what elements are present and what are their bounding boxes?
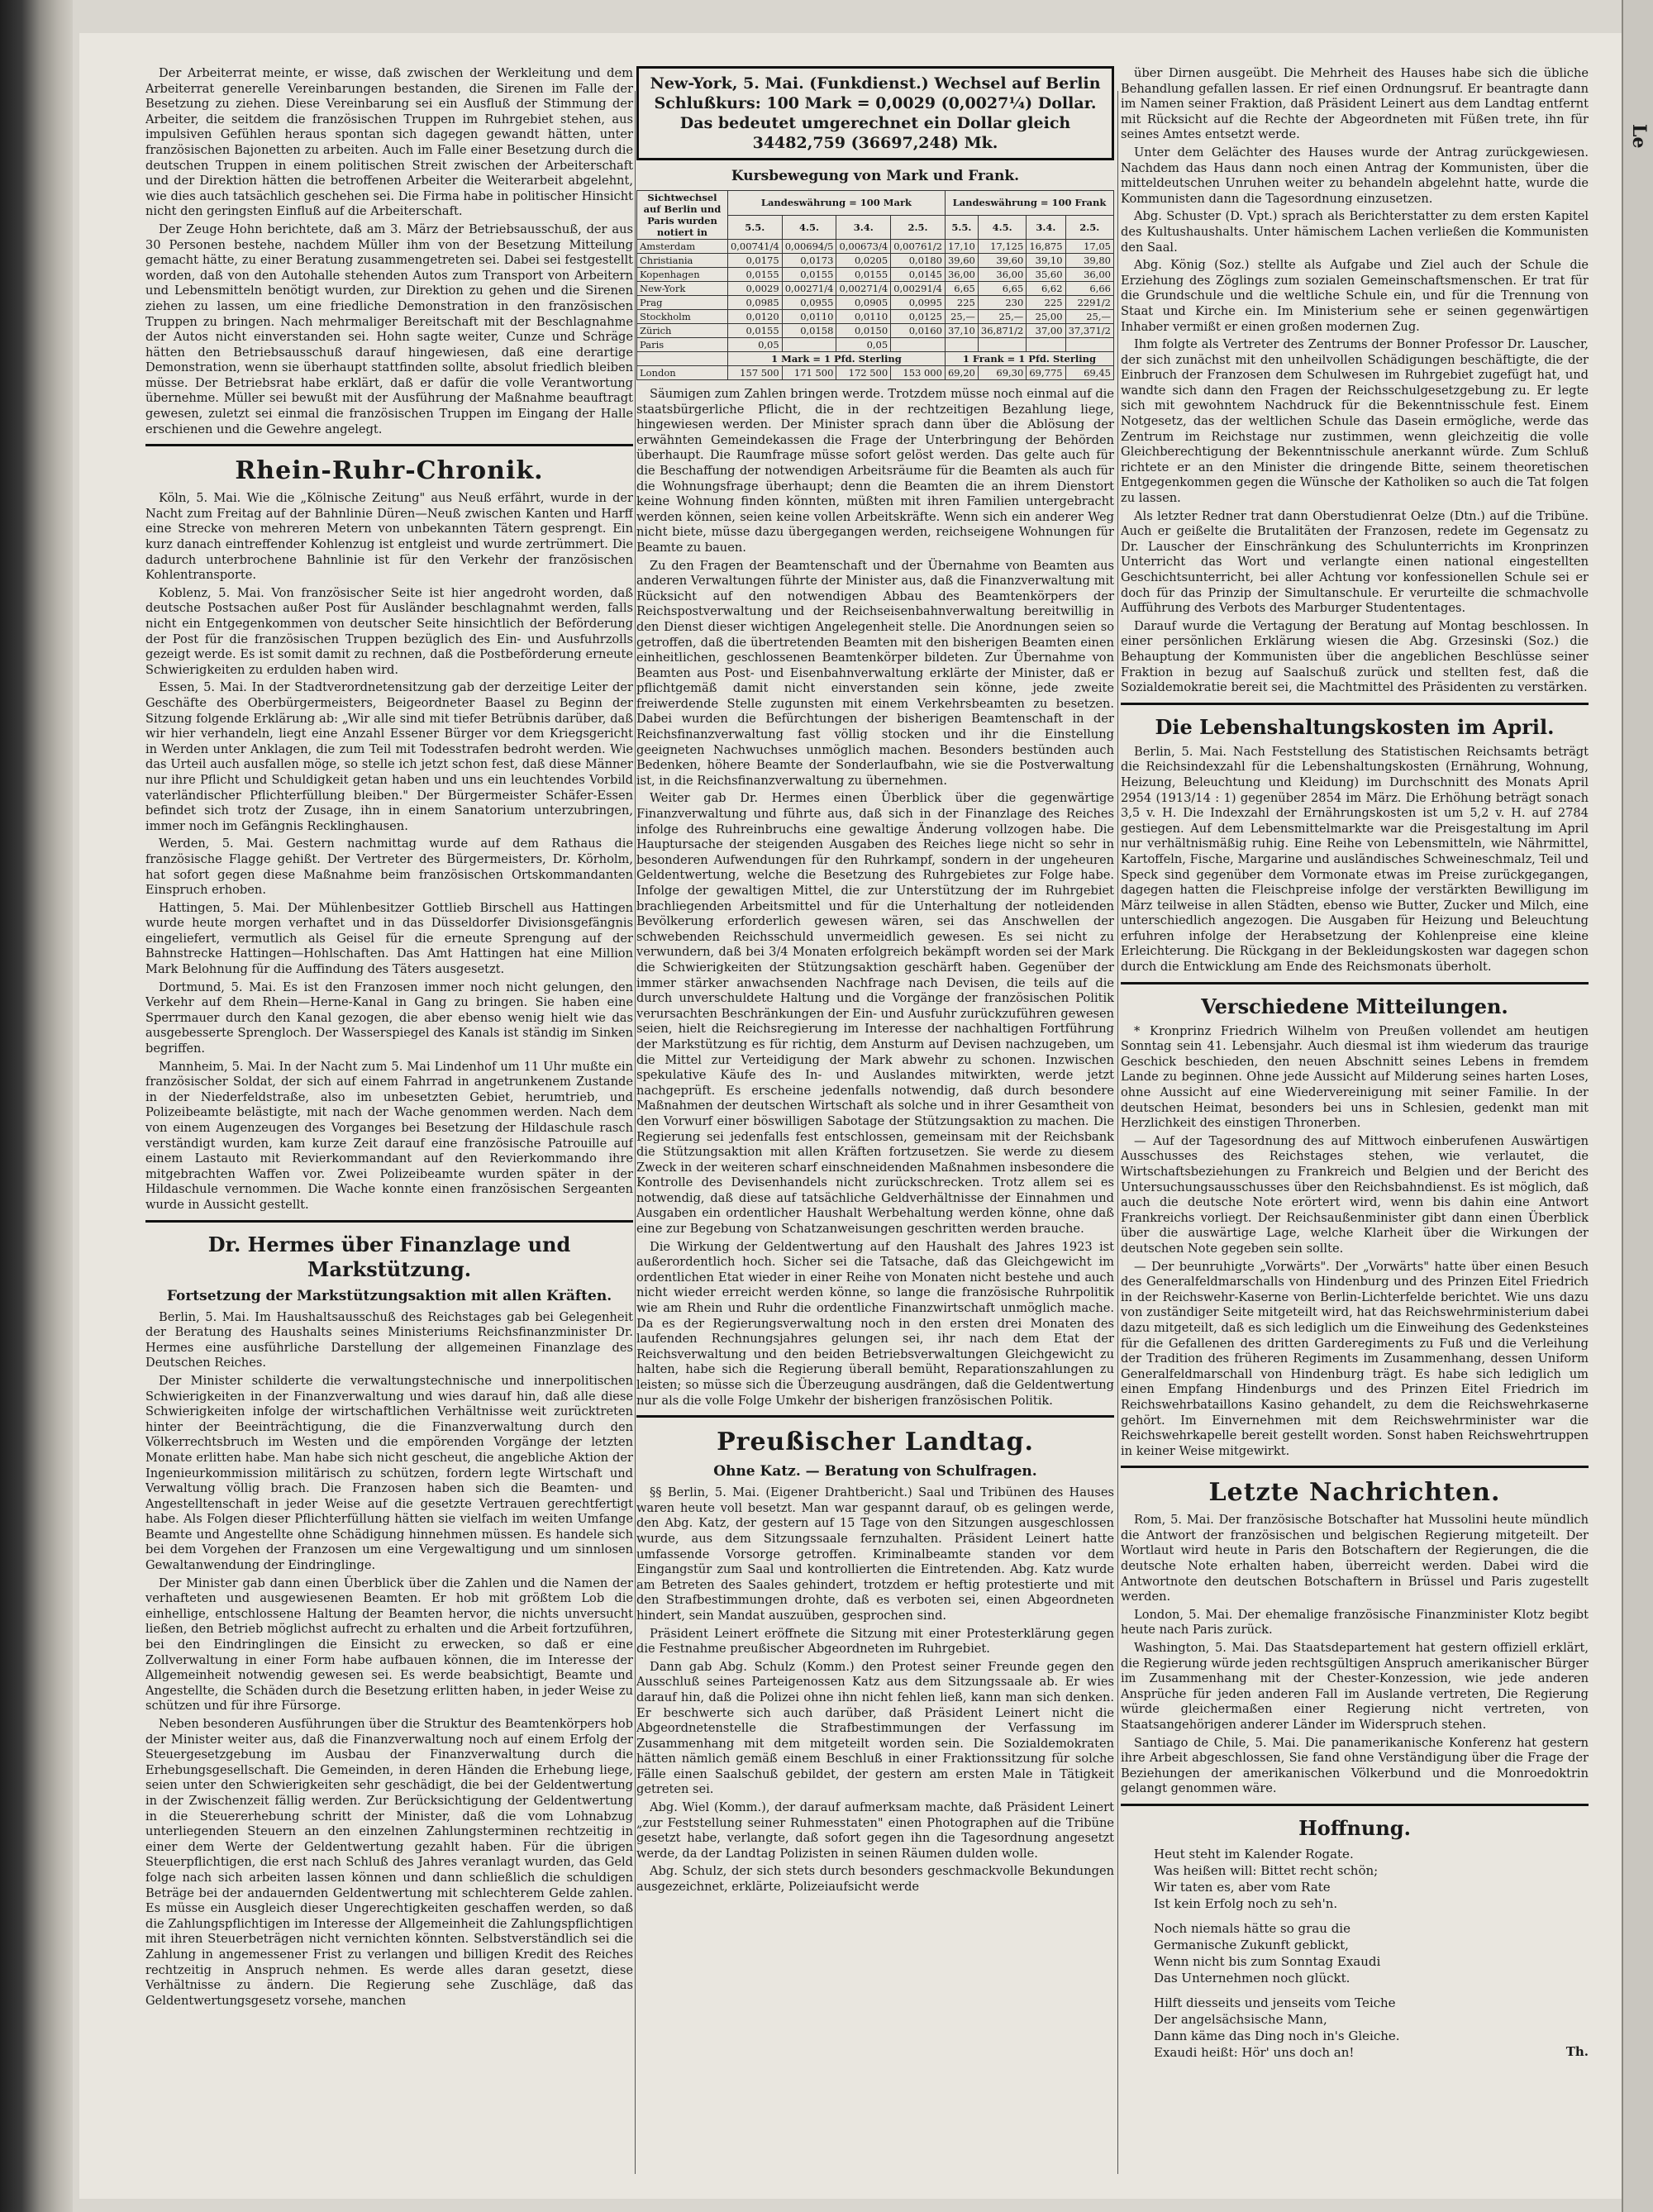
table-cell-place: New-York [637, 282, 728, 296]
table-cell: 0,0155 [727, 324, 782, 338]
table-cell: 25,00 [1027, 310, 1065, 324]
intro-article [145, 66, 633, 437]
table-cell: 157 500 [727, 366, 782, 380]
table-cell: 0,05 [836, 338, 891, 352]
table-cell: 25,— [945, 310, 978, 324]
table-row [637, 310, 1114, 324]
poem-line: Wenn nicht bis zum Sonntag Exaudi [1154, 1953, 1381, 1969]
table-cell: 172 500 [836, 366, 891, 380]
table-cell: 6,66 [1065, 282, 1113, 296]
poem [1154, 1846, 1589, 2061]
column-middle [636, 66, 1114, 2182]
table-row [637, 366, 1114, 380]
poem-line: Ist kein Erfolg noch zu seh'n. [1154, 1895, 1338, 1911]
paragraph: London, 5. Mai. Der ehemalige französische Finanzminister Klotz begibt heute nach Paris zurück. [1121, 1607, 1589, 1638]
table-cell: 39,60 [945, 254, 978, 268]
table-row [637, 324, 1114, 338]
table-cell: 230 [978, 296, 1026, 310]
table-cell [1065, 338, 1113, 352]
table-cell: 0,0125 [891, 310, 946, 324]
paragraph: Der Minister schilderte die verwaltungstechnische und innerpolitischen Schwierigkeiten in der Finanzverwaltung und wies darauf hin, daß alle diese Schwierigkeiten infolge der wirtschaftlichen Verhältnisse weit zurücktreten hinter der Beeinträchtigung, die die Finanzverwaltung durch den Völkerrechtsbruch im Westen und die empörenden Vorgänge der letzten Monate erlitten habe. Man habe sich nicht gescheut, die angebliche Aktion der Ingenieurkommission militärisch zu schützen, fordern legte Wirtschaft und Verwaltung völlig brach. Die Franzosen haben sich die Beamten- und Angestelltenschaft in jeder Weise auf die gesetzte Vertrauen gerechtfertigt habe. Als Folgen dieser Pflichterfüllung hätten sie vielfach im weiten Umfange Beamte und Angestellte ohne Schädigung hinnehmen müssen. Es handele sich bei dem Vorgehen der Franzosen um eine Vergewaltigung und um sinnlosen Gewaltanwendung der Eindringlinge. [145, 1373, 633, 1573]
table-cell: 36,00 [945, 268, 978, 282]
table-cell [945, 338, 978, 352]
column-left [145, 66, 633, 2182]
table-row [637, 338, 1114, 352]
table-date-header: 2.5. [1065, 215, 1113, 240]
paragraph: Die Wirkung der Geldentwertung auf den Haushalt des Jahres 1923 ist außerordentlich hoch. Sicher sei die Tatsache, daß das Gleichgewicht im ordentlichen Etat wieder in einer Reihe von Monaten nicht bestehe und auch nicht wieder erreicht werden könne, so lange die französische Ruhrpolitik wie am Rhein und Ruhr die ordentliche Finanzwirtschaft unmöglich mache. Da es der Regierungsverwaltung noch in den ersten drei Monaten des laufenden Rechnungsjahres gelungen sei, ihr nach dem Etat der Reichsverwaltung und den beiden Betriebsverwaltungen Gleichgewicht zu halten, habe sich die Regierung überall bemüht, Reparationszahlungen zu leisten; so müsse sich die Überzeugung ausdrängen, daß die Geldentwertung nur als die volle Folge Umkehr der bisherigen französischen Politik. [636, 1239, 1114, 1408]
paragraph: Berlin, 5. Mai. Im Haushaltsausschuß des Reichstages gab bei Gelegenheit der Beratung des Haushalts seines Ministeriums Reichsfinanzminister Dr. Hermes eine ausführliche Darstellung der allgemeinen Finanzlage des Deutschen Reiches. [145, 1309, 633, 1371]
table-cell: 0,0175 [727, 254, 782, 268]
table-date-header: 3.4. [1027, 215, 1065, 240]
mitteilungen-article [1121, 1024, 1589, 1460]
heading-lebenshaltung: Die Lebenshaltungskosten im April. [1155, 714, 1555, 739]
table-title: Kursbewegung von Mark und Frank. [731, 168, 1020, 184]
section-rule [1121, 982, 1589, 984]
paragraph: Unter dem Gelächter des Hauses wurde der Antrag zurückgewiesen. Nachdem das Haus dann noch einen Antrag der Kommunisten, über die mitteldeutschen Unruhen weiter zu behandeln abgelehnt hatte, wurde die Kommunisten dann die Tagesordnung einzusetzen. [1121, 145, 1589, 206]
table-cell: 39,60 [978, 254, 1026, 268]
hermes-article [145, 1310, 633, 2009]
paragraph: Dann gab Abg. Schulz (Komm.) den Protest seiner Freunde gegen den Ausschluß seines Parteigenossen Katz aus dem Sitzungssaale ab. Er wies darauf hin, daß die Polizei ohne ihn nicht fehlen ließ, kann man sich denken. Er beschwerte sich auch darüber, daß Präsident Leinert nicht die Abgeordnetenstelle die Strafbestimmungen der Verfassung im Zusammenhang mit dem mitgeteilt worden sein. Die Sozialdemokraten hätten nämlich gemäß einem Beschluß in einer Fraktionssitzung für solche Fälle einen Saalschuß gebildet, der gestern am ersten Male in Tätigkeit getreten sei. [636, 1659, 1114, 1797]
section-rule [636, 1415, 1114, 1418]
heading-landtag: Preußischer Landtag. [717, 1428, 1034, 1457]
table-cell: 0,0120 [727, 310, 782, 324]
poem-line [1154, 1986, 1589, 1995]
table-cell: 36,00 [978, 268, 1026, 282]
poem-line: Germanische Zukunft geblickt, [1154, 1937, 1349, 1952]
table-cell: 0,00761/2 [891, 240, 946, 254]
table-cell: 35,60 [1027, 268, 1065, 282]
heading-mitteilungen: Verschiedene Mitteilungen. [1201, 994, 1508, 1018]
chronik-article [145, 491, 633, 1213]
paragraph: Washington, 5. Mai. Das Staatsdepartement hat gestern offiziell erklärt, die Regierung würde jeden rechtsgültigen Anspruch amerikanischer Bürger im Zusammenhang mit der Chester-Konzession, wie jede anderen Ansprüche für jeden anderen Fall im Auslande vertreten, Die Regierung würde gleichermaßen einer Regierung nicht vertreten, von Staatsangehörigen anderer Länder im Widerspruch stehen. [1121, 1641, 1589, 1732]
table-header-frank: Landeswährung = 100 Frank [945, 191, 1113, 216]
table-cell: 37,371/2 [1065, 324, 1113, 338]
book-binding [0, 0, 73, 2212]
table-row [637, 254, 1114, 268]
table-header-mark: Landeswährung = 100 Mark [727, 191, 945, 216]
paragraph: Rom, 5. Mai. Der französische Botschafter hat Mussolini heute mündlich die Antwort der französischen und belgischen Regierung mitgeteilt. Der Wortlaut wird heute in Paris den Botschaftern der Regierungen, die die deutsche Note erhalten haben, überreicht werden. Dabei wird die Antwortnote den deutschen Botschaftern in Brüssel und Paris zugestellt werden. [1121, 1513, 1589, 1604]
paragraph: — Auf der Tagesordnung des auf Mittwoch einberufenen Auswärtigen Ausschusses des Reichstages stehen, wie verlautet, die Wirtschaftsbeziehungen zu Frankreich und Belgien und der Bericht des Untersuchungsausschusses über den Reichsbahndienst. Es ist möglich, daß auch die deutsche Note erörtert wird, wenn bis dahin eine Antwort Frankreichs vorliegt. Der Reichsaußenminister gibt dann einen Überblick über die auswärtige Lage, welche Klarheit über die Wirkungen der deutschen Note gegeben sein sollte. [1121, 1133, 1589, 1256]
poem-line: Noch niemals hätte so grau die [1154, 1920, 1351, 1936]
table-cell: 0,0985 [727, 296, 782, 310]
table-cell: 0,0158 [782, 324, 836, 338]
table-cell-place: Zürich [637, 324, 728, 338]
paragraph: — Der beunruhigte „Vorwärts". Der „Vorwärts" hatte über einen Besuch des Generalfeldmarschalls von Hindenburg und des Prinzen Eitel Friedrich in der Reichswehr-Kaserne von Berlin-Lichterfelde berichtet. Wie uns dazu von zuständiger Seite mitgeteilt wird, hat das Reichswehrministerium dabei dazu mitgeteilt, daß es sich lediglich um die Einweihung des Gedenksteines für die Gefallenen des dritten Garderegiments zu Fuß und die Verleihung der Tradition des früheren Regiments im Zusammenhang, dessen Uniform Generalfeldmarschall von Hindenburg trägt. Es habe sich lediglich um einen Empfang Hindenburgs und des Prinzen Eitel Friedrich im Reichswehrbataillons Kasino gehandelt, zu dem die Reichswehrkaserne gehört. Im Einvernehmen mit dem Reichswehrminister war die Reichswehrkapelle bereit gestellt worden. Sonst haben Reichswehrtruppen in keiner Weise mitgewirkt. [1121, 1259, 1589, 1458]
table-cell: 69,30 [978, 366, 1026, 380]
table-cell-place: Amsterdam [637, 240, 728, 254]
table-cell: 6,65 [978, 282, 1026, 296]
table-cell: 0,00271/4 [836, 282, 891, 296]
poem-signature: Th. [1565, 2043, 1589, 2059]
table-cell: 0,0110 [836, 310, 891, 324]
table-subheader-frank: 1 Frank = 1 Pfd. Sterling [945, 352, 1113, 366]
table-date-header: 3.4. [836, 215, 891, 240]
table-cell: 6,65 [945, 282, 978, 296]
paragraph: über Dirnen ausgeübt. Die Mehrheit des Hauses habe sich die übliche Behandlung gefallen lassen. Er rief einen Ordnungsruf. Er beantragte dann im Namen seiner Fraktion, daß Präsident Leinert aus dem Landtag entfernt mit Rücksicht auf die Rechte der Abgeordneten mit Füßen trete, ihn für seines Amtes entsetzt werde. [1121, 66, 1589, 142]
paragraph: Der Zeuge Hohn berichtete, daß am 3. März der Betriebsausschuß, der aus 30 Personen bestehe, nachdem Müller ihm von der Besetzung Mitteilung gemacht hätte, zu einer Beratung zusammengetreten sei. Dabei sei festgestellt worden, daß von den Autohalle stehenden Autos zum Transport von Arbeitern und Lebensmitteln benötigt wurden, zur Direktion zu gehen und die Sirenen ziehen zu lassen, um eine friedliche Demonstration in den französischen Truppen zu bringen. Nach mehrmaliger Bereitschaft mit der Beschlagnahme der Autos nicht einverstanden sei. Hohn sagte weiter, Cunze und Schräge hätten den Betriebsausschuß darauf hingewiesen, daß eine derartige Demonstration, wenn sie überhaupt stattfinden sollte, absolut friedlich bleiben müsse. Der Betriebsrat habe erklärt, daß er dafür die volle Verantwortung übernehme. Müller sei bewußt mit der Ausführung der Maßnahme beauftragt gewesen, zuletzt sei einmal die französischen Truppen im Eingang der Halle erschienen und die Gewehre angelegt. [145, 222, 633, 436]
paragraph: Zu den Fragen der Beamtenschaft und der Übernahme von Beamten aus anderen Verwaltungen führte der Minister aus, daß die Finanzverwaltung mit Rücksicht auf den notwendigen Abbau des Beamtenkörpers der Reichspostverwaltung und der Reichseisenbahnverwaltung bereitwillig in den Dienst dieser wichtigen Angelegenheit stelle. Die Anordnungen seien so getroffen, daß die übertretenden Beamten mit den bisherigen Beamten einen einheitlichen, geschlossenen Beamtenkörper bildeten. Zur Übernahme von Beamten aus Post- und Eisenbahnverwaltung erklärte der Minister, daß er pflichtgemäß damit nicht einverstanden sein könne, jede zweite freiwerdende Stelle zugunsten mit einem Verkehrsbeamten zu besetzen. Dabei wurden die Befürchtungen der bisherigen Beamtenschaft in der Reichsfinanzverwaltung fast völlig stocken und ihr die Einstellung geeigneten Nachwuchses unmöglich machen. Besonders bestünden auch Bedenken, höhere Beamte der Sonderlaufbahn, wie sie die Postverwaltung ist, in die Reichsfinanzverwaltung zu übernehmen. [636, 558, 1114, 788]
table-cell: 0,00271/4 [782, 282, 836, 296]
table-subheader-row [637, 352, 1114, 366]
table-cell: 25,— [978, 310, 1026, 324]
table-cell: 36,00 [1065, 268, 1113, 282]
table-row [637, 268, 1114, 282]
table-cell: 0,05 [727, 338, 782, 352]
table-date-header: 5.5. [945, 215, 978, 240]
table-cell: 69,775 [1027, 366, 1065, 380]
table-cell: 17,125 [978, 240, 1026, 254]
paragraph: Koblenz, 5. Mai. Von französischer Seite ist hier angedroht worden, daß deutsche Postsachen außer Post für Ausländer beschlagnahmt werden, falls nicht ein Entgegenkommen von deutscher Seite hinsichtlich der Beförderung der Post für die französischen Truppen bezüglich des Ein- und Ausfuhrzolls gezeigt werde. Es ist somit damit zu rechnen, daß die Postbeförderung erneute Schwierigkeiten zu erdulden haben wird. [145, 585, 633, 677]
paragraph: Als letzter Redner trat dann Oberstudienrat Oelze (Dtn.) auf die Tribüne. Auch er geißelte die Brutalitäten der Franzosen, redete im Gegensatz zu Dr. Lauscher der Einschränkung des Schulunterrichts im Kronprinzen Unterricht das Wort und verlangte einen national eingestellten Geschichtsunterricht, bei aller Achtung vor konfessionellen Schule sei er doch für das Prinzip der Simultanschule. Er verurteilte die schmachvolle Aufführung des Verbots des Marburger Studententages. [1121, 508, 1589, 616]
table-cell: 0,0029 [727, 282, 782, 296]
table-cell-place: Kopenhagen [637, 268, 728, 282]
section-rule [145, 444, 633, 446]
paragraph: Santiago de Chile, 5. Mai. Die panamerikanische Konferenz hat gestern ihre Arbeit abgeschlossen, Sie fand ohne Verständigung über die Frage der Beziehungen der amerikanischen Völkerbund und die Monroedoktrin gelangt genommen wäre. [1121, 1735, 1589, 1796]
table-cell: 0,00673/4 [836, 240, 891, 254]
table-cell: 0,0155 [782, 268, 836, 282]
table-row [637, 240, 1114, 254]
finance-article-continued [636, 387, 1114, 1409]
column-rule [1117, 91, 1118, 2174]
section-rule [145, 1220, 633, 1223]
poem-line: Wir taten es, aber vom Rate [1154, 1879, 1331, 1895]
table-cell: 39,10 [1027, 254, 1065, 268]
paragraph: §§ Berlin, 5. Mai. (Eigener Drahtbericht.) Saal und Tribünen des Hauses waren heute voll besetzt. Man war gespannt darauf, ob es gelingen werde, den Abg. Katz, der gestern auf 15 Tage von den Sitzungen ausgeschlossen wurde, aus dem Sitzungssaale fernzuhalten. Präsident Leinert hatte umfassende Vorsorge getroffen. Kriminalbeamte standen vor dem Eingangstür zum Saal und kontrollierten die Eintretenden. Abg. Katz wurde am Betreten des Saales gehindert, trotzdem er heftig protestierte und mit den Strafbestimmungen drohte, daß es verboten sei, einen Abgeordneten hindert, sein Mandat auszuüben, gesprochen sind. [636, 1485, 1114, 1623]
table-cell: 153 000 [891, 366, 946, 380]
table-cell-place: London [637, 366, 728, 380]
table-date-header: 4.5. [782, 215, 836, 240]
table-cell: 0,0155 [727, 268, 782, 282]
paragraph: Neben besonderen Ausführungen über die Struktur des Beamtenkörpers hob der Minister weiter aus, daß die Finanzverwaltung noch auf einem Erfolg der Steuergesetzgebung im Ausbau der Finanzverwaltung durch die Erhebungsgesellschaft. Die Gemeinden, in deren Händen die Erhebung liege, seien unter den Schwierigkeiten sehr geschädigt, die bei der Geldentwertung in der Zwischenzeit fällig werden. Zur Berücksichtigung der Geldentwertung in die Steuererhebung schritt der Minister, daß die vom Lohnabzug unterliegenden Steuern an den einzelnen Zahlungsterminen rechtzeitig in einer dem Werte der Geldentwertung gezahlt haben. Für die übrigen Steuerpflichtigen, die erst nach Schluß des Jahres veranlagt wurden, das Geld folge nach sich arbeiten lassen können und dann schließlich die schuldigen Beträge bei der andauernden Geldentwertung mit schlechterem Gelde zahlen. Es müsse ein Ausgleich dieser Ungerechtigkeiten geschaffen werden, so daß die Zahlungspflichtigen im Interesse der Allgemeinheit die Zahlungspflichtigen mit ihren Steuerbeträgen nicht vernichten könnten. Selbstverständlich sei die Zahlung in angemessener Frist zu verlangen und billigen Kredit des Reiches rechtzeitig in Anspruch nehmen. Es werde alles daran gesetzt, diese Verhältnisse zu ändern. Die Regierung sehe Zuschläge, daß das Geldentwertungsgesetz vorsehe, manchen [145, 1717, 633, 2008]
table-cell: 69,45 [1065, 366, 1113, 380]
side-label: Le [1628, 124, 1650, 149]
table-cell: 16,875 [1027, 240, 1065, 254]
paragraph: Säumigen zum Zahlen bringen werde. Trotzdem müsse noch einmal auf die staatsbürgerliche Pflicht, die in der rechtzeitigen Bezahlung liege, hingewiesen werden. Der Minister sprach dann über die Ablösung der erwähnten Gemeindekassen die Frage der Unterbringung der Behörden überhaupt. Die Raumfrage müsse sofort gelöst werden. Das gelte auch für die Beschaffung der notwendigen Arbeitsräume für die Beamten als auch für die Wohnungsfrage überhaupt; denn die Beamten die an ihrem Dienstort keine Wohnung finden könnten, müßten mit ihren Familien untergebracht werden können, seien keine vollen Arbeitskräfte. Wenn sich ein anderer Weg nicht biete, müsse dazu übergegangen werden, reichseigene Wohnungen für Beamte zu bauen. [636, 387, 1114, 555]
heading-rhein-ruhr-chronik: Rhein-Ruhr-Chronik. [235, 456, 544, 486]
paragraph: Abg. Schulz, der sich stets durch besonders geschmackvolle Bekundungen ausgezeichnet, erklärte, Polizeiaufsicht werde [636, 1864, 1114, 1895]
poem-line: Heut steht im Kalender Rogate. [1154, 1846, 1354, 1862]
heading-letzte-nachrichten: Letzte Nachrichten. [1208, 1478, 1501, 1508]
table-cell: 0,0173 [782, 254, 836, 268]
paragraph: Darauf wurde die Vertagung der Beratung auf Montag beschlossen. In einer persönlichen Erklärung wiesen die Abg. Grzesinski (Soz.) die Behauptung der Kommunisten über die angeblichen Beschlüsse seiner Fraktion in bezug auf Saalschuß zurück und stellten fest, daß die Sozialdemokratie bereit sei, die Machtmittel des Präsidenten zu verstärken. [1121, 618, 1589, 695]
table-cell-place: Paris [637, 338, 728, 352]
paragraph: Der Arbeiterrat meinte, er wisse, daß zwischen der Werkleitung und dem Arbeiterrat generelle Vereinbarungen bestanden, die Sirenen im Falle der Besetzung zu ziehen. Diese Vereinbarung sei ein Ausfluß der Stimmung der Arbeiter, die seitdem die französischen Truppen im Ruhrgebiet stehen, aus impulsiven Gefühlen heraus spontan sich dagegen gewandt hätten, unter französischen Bajonetten zu arbeiten. Auch im Falle einer Besetzung durch die deutschen Truppen in einem politischen Streit zwischen der Arbeiterschaft und der Direktion hätten die betroffenen Arbeiter die Weiterarbeit abgelehnt, wie dies auch tatsächlich geschehen sei. Die Firma habe in politischer Hinsicht nicht den geringsten Einfluß auf die Arbeiterschaft. [145, 66, 633, 219]
table-cell [637, 352, 728, 366]
table-cell: 2291/2 [1065, 296, 1113, 310]
lebenshaltung-article [1121, 745, 1589, 975]
section-rule [1121, 1466, 1589, 1468]
table-cell [978, 338, 1026, 352]
poem-line: Was heißen will: Bittet recht schön; [1154, 1862, 1379, 1878]
exchange-rate-table [636, 190, 1114, 380]
table-cell: 225 [1027, 296, 1065, 310]
landtag-article-continued [1121, 66, 1589, 696]
paragraph: Der Minister gab dann einen Überblick über die Zahlen und die Namen der verhafteten und ausgewiesenen Beamten. Er hob mit größtem Lob die einhellige, entschlossene Haltung der Beamten hervor, die nichts unversucht ließen, den Betrieb möglichst aufrecht zu erhalten und die Arbeit fortzuführen, bei den Eindringlingen die Einsicht zu erwecken, so daß er eine Zollverwaltung in einer Form habe aufbauen können, die im Interesse der Allgemeinheit notwendig gewesen sei. Es werde beabsichtigt, Beamte und Angestellte, die Schäden durch die Besetzung erlitten haben, in jeder Weise zu schützen und für ihre Fürsorge. [145, 1576, 633, 1714]
poem-line: Der angelsächsische Mann, [1154, 2011, 1327, 2027]
section-rule [1121, 1804, 1589, 1806]
table-cell: 17,10 [945, 240, 978, 254]
poem-line: Exaudi heißt: Hör' uns doch an! [1154, 2044, 1355, 2060]
table-cell [891, 338, 946, 352]
paragraph: * Kronprinz Friedrich Wilhelm von Preußen vollendet am heutigen Sonntag sein 41. Lebensjahr. Auch diesmal ist ihm wiederum das traurige Geschick beschieden, den neuen Abschnitt seines Lebens in fremdem Lande zu beginnen. Ohne jede Aussicht auf Milderung seines harten Loses, ohne Aussicht auf eine Wiedervereinigung mit seiner Familie. In der deutschen Heimat, besonders bei uns in Schlesien, gedenkt man mit Herzlichkeit des einstigen Thronerben. [1121, 1023, 1589, 1131]
table-cell: 36,871/2 [978, 324, 1026, 338]
table-cell: 0,00694/5 [782, 240, 836, 254]
paragraph: Weiter gab Dr. Hermes einen Überblick über die gegenwärtige Finanzverwaltung und führte aus, daß sich in der Finanzlage des Reiches infolge des Ruhreinbruchs eine gewaltige Änderung vollzogen habe. Die Hauptursache der steigenden Ausgaben des Reiches liege nicht so sehr in besonderen Aufwendungen für den Ruhrkampf, sondern in der ungeheuren Geldentwertung, welche die Besetzung des Ruhrgebietes zur Folge habe. Infolge der gewaltigen Mittel, die zur Unterstützung der im Ruhrgebiet brachliegenden Arbeitsmittel und für die Unterhaltung der notleidenden Bevölkerung erforderlich gewesen wären, sei das Anschwellen der schwebenden Reichsschuld unvermeidlich gewesen. Es sei nicht zu verwundern, daß bei 3/4 Monaten erfolgreich bekämpft worden sei der Mark die Schwierigkeiten der Stützungsaktion geschärft haben. Gegenüber der immer stärker anwachsenden Nachfrage nach Devisen, die teils auf die durch unverschuldete Haltung und die Vorgänge der französischen Politik verursachten Beschränkungen der Ein- und Ausfuhr zurückzuführen gewesen seien, hielt die Reichsregierung im Interesse der nachhaltigen Fortführung der Markstützung es für richtig, dem Ansturm auf Devisen nachzugeben, um die Mittel zur Verteidigung der Mark abwehr zu schonen. Inzwischen spekulative Käufe des In- und Auslandes mitwirkten, werde jetzt nachgeprüft. Es erscheine jedenfalls notwendig, daß durch besondere Maßnahmen der deutschen Wirtschaft als solche und in ihrer Gesamtheit von den Vorwurf einer böswilligen Sabotage der Stützungsaktion zu machen. Die Regierung sei jedenfalls fest entschlossen, gemeinsam mit der Reichsbank die Stützungsaktion mit allen Kräften fortzusetzen. Sie werde zu diesem Zweck in der weiteren scharf einschneidenden Maßnahmen insbesondere die Kontrolle des Devisenhandels nicht zurückschrecken. Trotz allem sei es notwendig, daß diese auf tatsächliche Geldverhältnisse der Einnahmen und Ausgaben ein ordentlicher Haushalt Werbehaltung werden könne, ohne daß eine zur Begebung von Schatzanweisungen geschritten werden brauche. [636, 791, 1114, 1237]
paragraph: Köln, 5. Mai. Wie die „Kölnische Zeitung" aus Neuß erfährt, wurde in der Nacht zum Freitag auf der Bahnlinie Düren—Neuß zwischen Kanten und Harff eine Strecke von mehreren Metern von unbekannten Tätern gesprengt. Ein kurz danach eintreffender Kohlenzug ist entgleist und wurde zertrümmert. Die dadurch unterbrochene Bahnlinie ist für den Verkehr der französischen Kohlentransporte. [145, 491, 633, 583]
table-cell: 0,0955 [782, 296, 836, 310]
letzte-nachrichten-article [1121, 1513, 1589, 1797]
table-date-header: 4.5. [978, 215, 1026, 240]
table-cell: 0,0180 [891, 254, 946, 268]
table-cell [1027, 338, 1065, 352]
paragraph: Ihm folgte als Vertreter des Zentrums der Bonner Professor Dr. Lauscher, der sich zunächst mit den unheilvollen Schädigungen beschäftigte, die der Einbruch der Franzosen dem Schulwesen im Ruhrgebiet zugefügt hat, und wandte sich dann den Fragen der Reichsschulgesetzgebung zu. Er legte sich mit gewohntem Nachdruck für die Bekenntnisschule fest. Einem Notgesetz, das der weltlichen Schule das Dasein ermögliche, werde das Zentrum im Reichstage nur zustimmen, wenn gleichzeitig die volle Gleichberechtigung der Bekenntnisschule anerkannt würde. Zum Schluß richtete er an den Minister die dringende Bitte, seinem theoretischen Entgegenkommen gegen die Wünsche der Katholiken so auch die Tat folgen zu lassen. [1121, 337, 1589, 506]
table-cell [782, 338, 836, 352]
paragraph: Mannheim, 5. Mai. In der Nacht zum 5. Mai Lindenhof um 11 Uhr mußte ein französischer Soldat, der sich auf einem Fahrrad in angetrunkenem Zustande in der Niederfeldstraße, also im unbesetzten Gebiet, herumtrieb, und Polizeibeamte belästigte, mit nach der Wache genommen werden. Nach dem von einem Augenzeugen des Vorganges bei Besetzung der Hildaschule rasch verständigt wurden, kam kurze Zeit darauf eine französische Patrouille auf einem Lastauto mit Revierkommandant auf den Revierkommando ihre mitgebrachten Waffen vor. Zwei Polizeibeamte wurden später in der Hildaschule vernommen. Die Wache konnte einen französischen Sergeanten wurde in Aussicht gestellt. [145, 1059, 633, 1212]
paragraph: Berlin, 5. Mai. Nach Feststellung des Statistischen Reichsamts beträgt die Reichsindexzahl für die Lebenshaltungskosten (Ernährung, Wohnung, Heizung, Beleuchtung und Kleidung) im Durchschnitt des Monats April 2954 (1913/14 : 1) gegenüber 2854 im März. Die Erhöhung beträgt sonach 3,5 v. H. Die Indexzahl der Ernährungskosten ist um 5,2 v. H. auf 2784 gestiegen. Auf dem Lebensmittelmarkte war die Preisgestaltung im April nur verhältnismäßig ruhig. Eine Reihe von Lebensmitteln, wie Nährmittel, Kartoffeln, Fische, Margarine und ausländisches Schweineschmalz, Teil und Speck sind gegenüber dem Vormonate etwas im Preise zurückgegangen, dagegen hatten die Fleischpreise infolge der verstärkten Bewilligung im März teilweise in allen Städten, ebenso wie Butter, Zucker und Milch, eine unterschiedlich angezogen. Die Ausgaben für Heizung und Beleuchtung erfuhren infolge der Herabsetzung der Kohlenpreise eine kleine Erleichterung. Die Rückgang in der Bekleidungskosten war dagegen schon durch die Entwicklung am Ende des Reichsmonats überholt. [1121, 744, 1589, 975]
section-rule [1121, 703, 1589, 705]
table-cell: 0,0160 [891, 324, 946, 338]
paragraph: Abg. Schuster (D. Vpt.) sprach als Berichterstatter zu dem ersten Kapitel des Kultushaushalts. Unter hämischem Lachen verließen die Kommunisten den Saal. [1121, 209, 1589, 255]
table-cell: 0,0155 [836, 268, 891, 282]
column-rule [635, 91, 636, 2174]
table-cell-place: Christiania [637, 254, 728, 268]
table-cell: 25,— [1065, 310, 1113, 324]
table-cell: 37,00 [1027, 324, 1065, 338]
poem-line [1154, 1912, 1589, 1920]
subheading-hermes: Fortsetzung der Markstützungsaktion mit allen Kräften. [166, 1287, 612, 1304]
paragraph: Dortmund, 5. Mai. Es ist den Franzosen immer noch nicht gelungen, den Verkehr auf dem Rhein—Herne-Kanal in Gang zu bringen. Sie haben eine Sperrmauer durch den Kanal gezogen, die aber ebenso wenig hielt wie das ausgebesserte Sprengloch. Der Wasserspiegel des Kanals ist ständig im Sinken begriffen. [145, 980, 633, 1056]
table-cell: 37,10 [945, 324, 978, 338]
table-body [637, 240, 1114, 380]
table-cell: 225 [945, 296, 978, 310]
table-cell: 0,0150 [836, 324, 891, 338]
table-cell: 39,80 [1065, 254, 1113, 268]
paragraph: Hattingen, 5. Mai. Der Mühlenbesitzer Gottlieb Birschell aus Hattingen wurde heute morgen verhaftet und in das Düsseldorfer Divisionsgefängnis eingeliefert, vermutlich als Geisel für die erneute Sprengung auf der Bahnstrecke Hattingen—Hohlschaften. Das Amt Hattingen hat eine Million Mark Belohnung für die Auffindung des Täters ausgesetzt. [145, 900, 633, 977]
table-cell: 0,0145 [891, 268, 946, 282]
heading-hermes: Dr. Hermes über Finanzlage und Markstützung. [207, 1232, 571, 1281]
table-row [637, 282, 1114, 296]
table-date-header: 5.5. [727, 215, 782, 240]
table-header-place: Sichtwechsel auf Berlin und Paris wurden notiert in [637, 191, 728, 240]
table-cell: 17,05 [1065, 240, 1113, 254]
next-page-edge [1622, 0, 1653, 2212]
heading-hoffnung: Hoffnung. [1298, 1815, 1411, 1840]
table-cell: 0,00741/4 [727, 240, 782, 254]
table-subheader-mark: 1 Mark = 1 Pfd. Sterling [727, 352, 945, 366]
table-cell: 0,0205 [836, 254, 891, 268]
poem-line: Dann käme das Ding noch in's Gleiche. [1154, 2028, 1400, 2043]
table-cell: 69,20 [945, 366, 978, 380]
table-cell: 0,0905 [836, 296, 891, 310]
table-cell-place: Prag [637, 296, 728, 310]
exchange-box: New-York, 5. Mai. (Funkdienst.) Wechsel auf Berlin Schlußkurs: 100 Mark = 0,0029 (0,0027¼) Dollar. Das bedeutet umgerechnet ein Dollar gleich 34482,759 (36697,248) Mk. [636, 66, 1114, 160]
table-row [637, 296, 1114, 310]
table-cell: 0,0110 [782, 310, 836, 324]
paragraph: Abg. König (Soz.) stellte als Aufgabe und Ziel auch der Schule die Erziehung des Zöglings zum sozialen Gemeinschaftsmenschen. Er trat für die Grundschule und die weltliche Schule ein, und für die Trennung von Staat und Kirche ein. Im Ministerium sehe er seinen gegenwärtigen Inhaber vermißt er einen großen modernen Zug. [1121, 258, 1589, 334]
poem-line: Das Unternehmen noch glückt. [1154, 1970, 1351, 1986]
paragraph: Essen, 5. Mai. In der Stadtverordnetensitzung gab der derzeitige Leiter der Geschäfte des Oberbürgermeisters, Beigeordneter Baasel zu Beginn der Sitzung folgende Erklärung ab: „Wir alle sind mit tiefer Betrübnis darüber, daß wir hier verhandeln, liegt eine Anzahl Essener Bürger vor dem Kriegsgericht in Werden unter Anklagen, die zum Teil mit Todesstrafen bedroht werden. Wie das Urteil auch ausfallen möge, so stelle ich jetzt schon fest, daß diese Männer nur ihre Pflicht und Schuldigkeit getan haben und uns ein leuchtendes Vorbild vaterländischer Pflichterfüllung bleiben." Der Bürgermeister Schäfer-Essen befindet sich trotz der Zusage, ihn in einem Sanatorium unterzubringen, immer noch im Gefängnis Recklinghausen. [145, 680, 633, 833]
table-cell: 0,00291/4 [891, 282, 946, 296]
poem-line: Hilft diesseits und jenseits vom Teiche [1154, 1995, 1396, 2010]
paragraph: Werden, 5. Mai. Gestern nachmittag wurde auf dem Rathaus die französische Flagge gehißt. Der Vertreter des Bürgermeisters, Dr. Körholm, hat sofort gegen diese Maßnahme beim französischen Ortskommandanten Einspruch erhoben. [145, 837, 633, 898]
table-date-header: 2.5. [891, 215, 946, 240]
table-cell: 0,0995 [891, 296, 946, 310]
subheading-landtag: Ohne Katz. — Beratung von Schulfragen. [713, 1463, 1037, 1480]
table-cell-place: Stockholm [637, 310, 728, 324]
paragraph: Präsident Leinert eröffnete die Sitzung mit einer Protesterklärung gegen die Festnahme preußischer Abgeordneten im Ruhrgebiet. [636, 1626, 1114, 1657]
table-cell: 171 500 [782, 366, 836, 380]
landtag-article [636, 1485, 1114, 1895]
paragraph: Abg. Wiel (Komm.), der darauf aufmerksam machte, daß Präsident Leinert „zur Feststellung seiner Ruhmesstaten" einen Photographen auf die Tribüne gesetzt habe, verlangte, daß sofort gegen ihn die Tagesordnung angesetzt werde, da der Landtag Polizisten in seinen Räumen dulden wolle. [636, 1800, 1114, 1861]
column-right [1121, 66, 1589, 2182]
table-cell: 6,62 [1027, 282, 1065, 296]
